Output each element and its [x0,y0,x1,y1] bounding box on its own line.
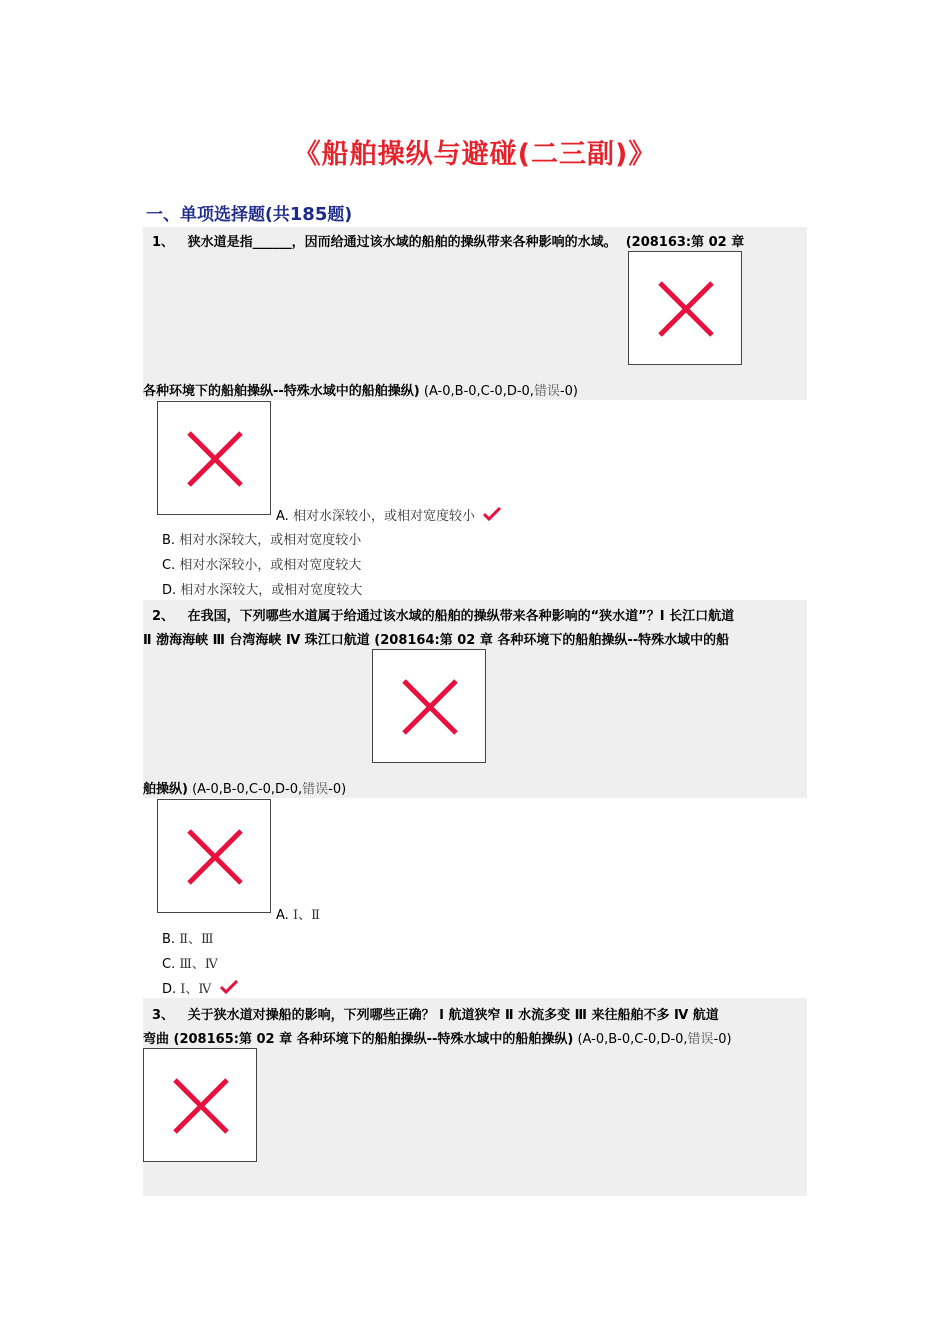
stats-prefix: (A-0,B-0,C-0,D-0, [192,782,303,797]
broken-image-x-icon [171,1076,231,1136]
question-2-image [372,649,486,763]
question-3-text-1: 关于狭水道对操船的影响，下列哪些正确？ Ⅰ 航道狭窄 Ⅱ 水流多变 Ⅲ 来往船舶不多 Ⅳ 航道 [187,1008,719,1023]
option-2b[interactable] [162,928,214,947]
question-1-line-2 [143,380,578,399]
option-text: Ⅱ、Ⅲ [179,932,214,947]
section-suffix: 题) [327,205,353,225]
option-1a[interactable] [276,505,501,524]
question-1-stats [424,384,578,399]
question-3-image [143,1048,257,1162]
option-text: 相对水深较小，或相对宽度较大 [179,558,362,573]
stats-prefix: (A-0,B-0,C-0,D-0, [577,1032,688,1047]
question-1-code: (208163:第 02 章 [625,235,745,250]
option-text: Ⅰ、Ⅱ [292,908,320,923]
checkmark-icon [220,980,238,994]
stats-error-label: 错误 [687,1032,714,1047]
stats-suffix: -0) [559,384,578,399]
option-1a-image [157,401,271,515]
option-label: B. [162,533,176,548]
stats-error-label: 错误 [533,384,560,399]
section-heading [146,200,352,225]
option-1c[interactable] [162,554,361,573]
stats-prefix: (A-0,B-0,C-0,D-0, [423,384,534,399]
option-1d[interactable] [162,579,362,598]
question-2-line-2: Ⅱ 渤海海峡 Ⅲ 台湾海峡 Ⅳ 珠江口航道 (208164:第 02 章 各种环境下的船舶操纵--特殊水域中的船 [143,633,730,648]
question-3-stats [577,1032,731,1047]
question-1-image [628,251,742,365]
question-1-text: 狭水道是指______，因而给通过该水域的船舶的操纵带来各种影响的水域。 [187,235,617,250]
question-3-line-1 [152,1004,719,1023]
option-label: A. [276,908,289,923]
option-label: B. [162,932,176,947]
question-3-chapter: 弯曲 (208165:第 02 章 各种环境下的船舶操纵--特殊水域中的船舶操纵) [143,1032,574,1047]
question-1-number: 1、 [152,235,175,250]
broken-image-x-icon [400,677,460,737]
section-count: 185 [289,204,328,225]
option-2a[interactable] [276,904,320,923]
option-text: 相对水深较大，或相对宽度较大 [180,583,363,598]
question-3-line-2 [143,1028,732,1047]
question-2-chapter: 舶操纵) [143,782,188,797]
option-2d[interactable] [162,978,238,997]
checkmark-icon [483,507,501,521]
question-1-chapter: 各种环境下的船舶操纵--特殊水域中的船舶操纵) [143,384,420,399]
question-2-text-1: 在我国，下列哪些水道属于给通过该水域的船舶的操纵带来各种影响的“狭水道”？Ⅰ 长江口航道 [187,609,735,624]
option-text: Ⅲ、Ⅳ [179,957,218,972]
broken-image-x-icon [656,279,716,339]
option-label: A. [276,509,289,524]
question-2-number: 2、 [152,609,175,624]
broken-image-x-icon [185,827,245,887]
option-text: Ⅰ、Ⅳ [180,982,212,997]
option-2a-image [157,799,271,913]
option-label: D. [162,583,177,598]
option-label: C. [162,957,176,972]
page-title: 《船舶操纵与避碰(二三副)》 [293,139,657,170]
option-text: 相对水深较大，或相对宽度较小 [179,533,362,548]
option-1b[interactable] [162,529,361,548]
question-1-line-1 [152,231,744,250]
stats-suffix: -0) [713,1032,732,1047]
question-2-stats [192,782,346,797]
option-label: C. [162,558,176,573]
stats-suffix: -0) [328,782,347,797]
question-2-line-3 [143,778,346,797]
section-prefix: 一、单项选择题(共 [146,205,290,225]
option-label: D. [162,982,177,997]
question-3-number: 3、 [152,1008,175,1023]
option-text: 相对水深较小，或相对宽度较小 [292,509,475,524]
option-2c[interactable] [162,953,218,972]
stats-error-label: 错误 [302,782,329,797]
broken-image-x-icon [185,429,245,489]
question-2-line-1 [152,605,734,624]
